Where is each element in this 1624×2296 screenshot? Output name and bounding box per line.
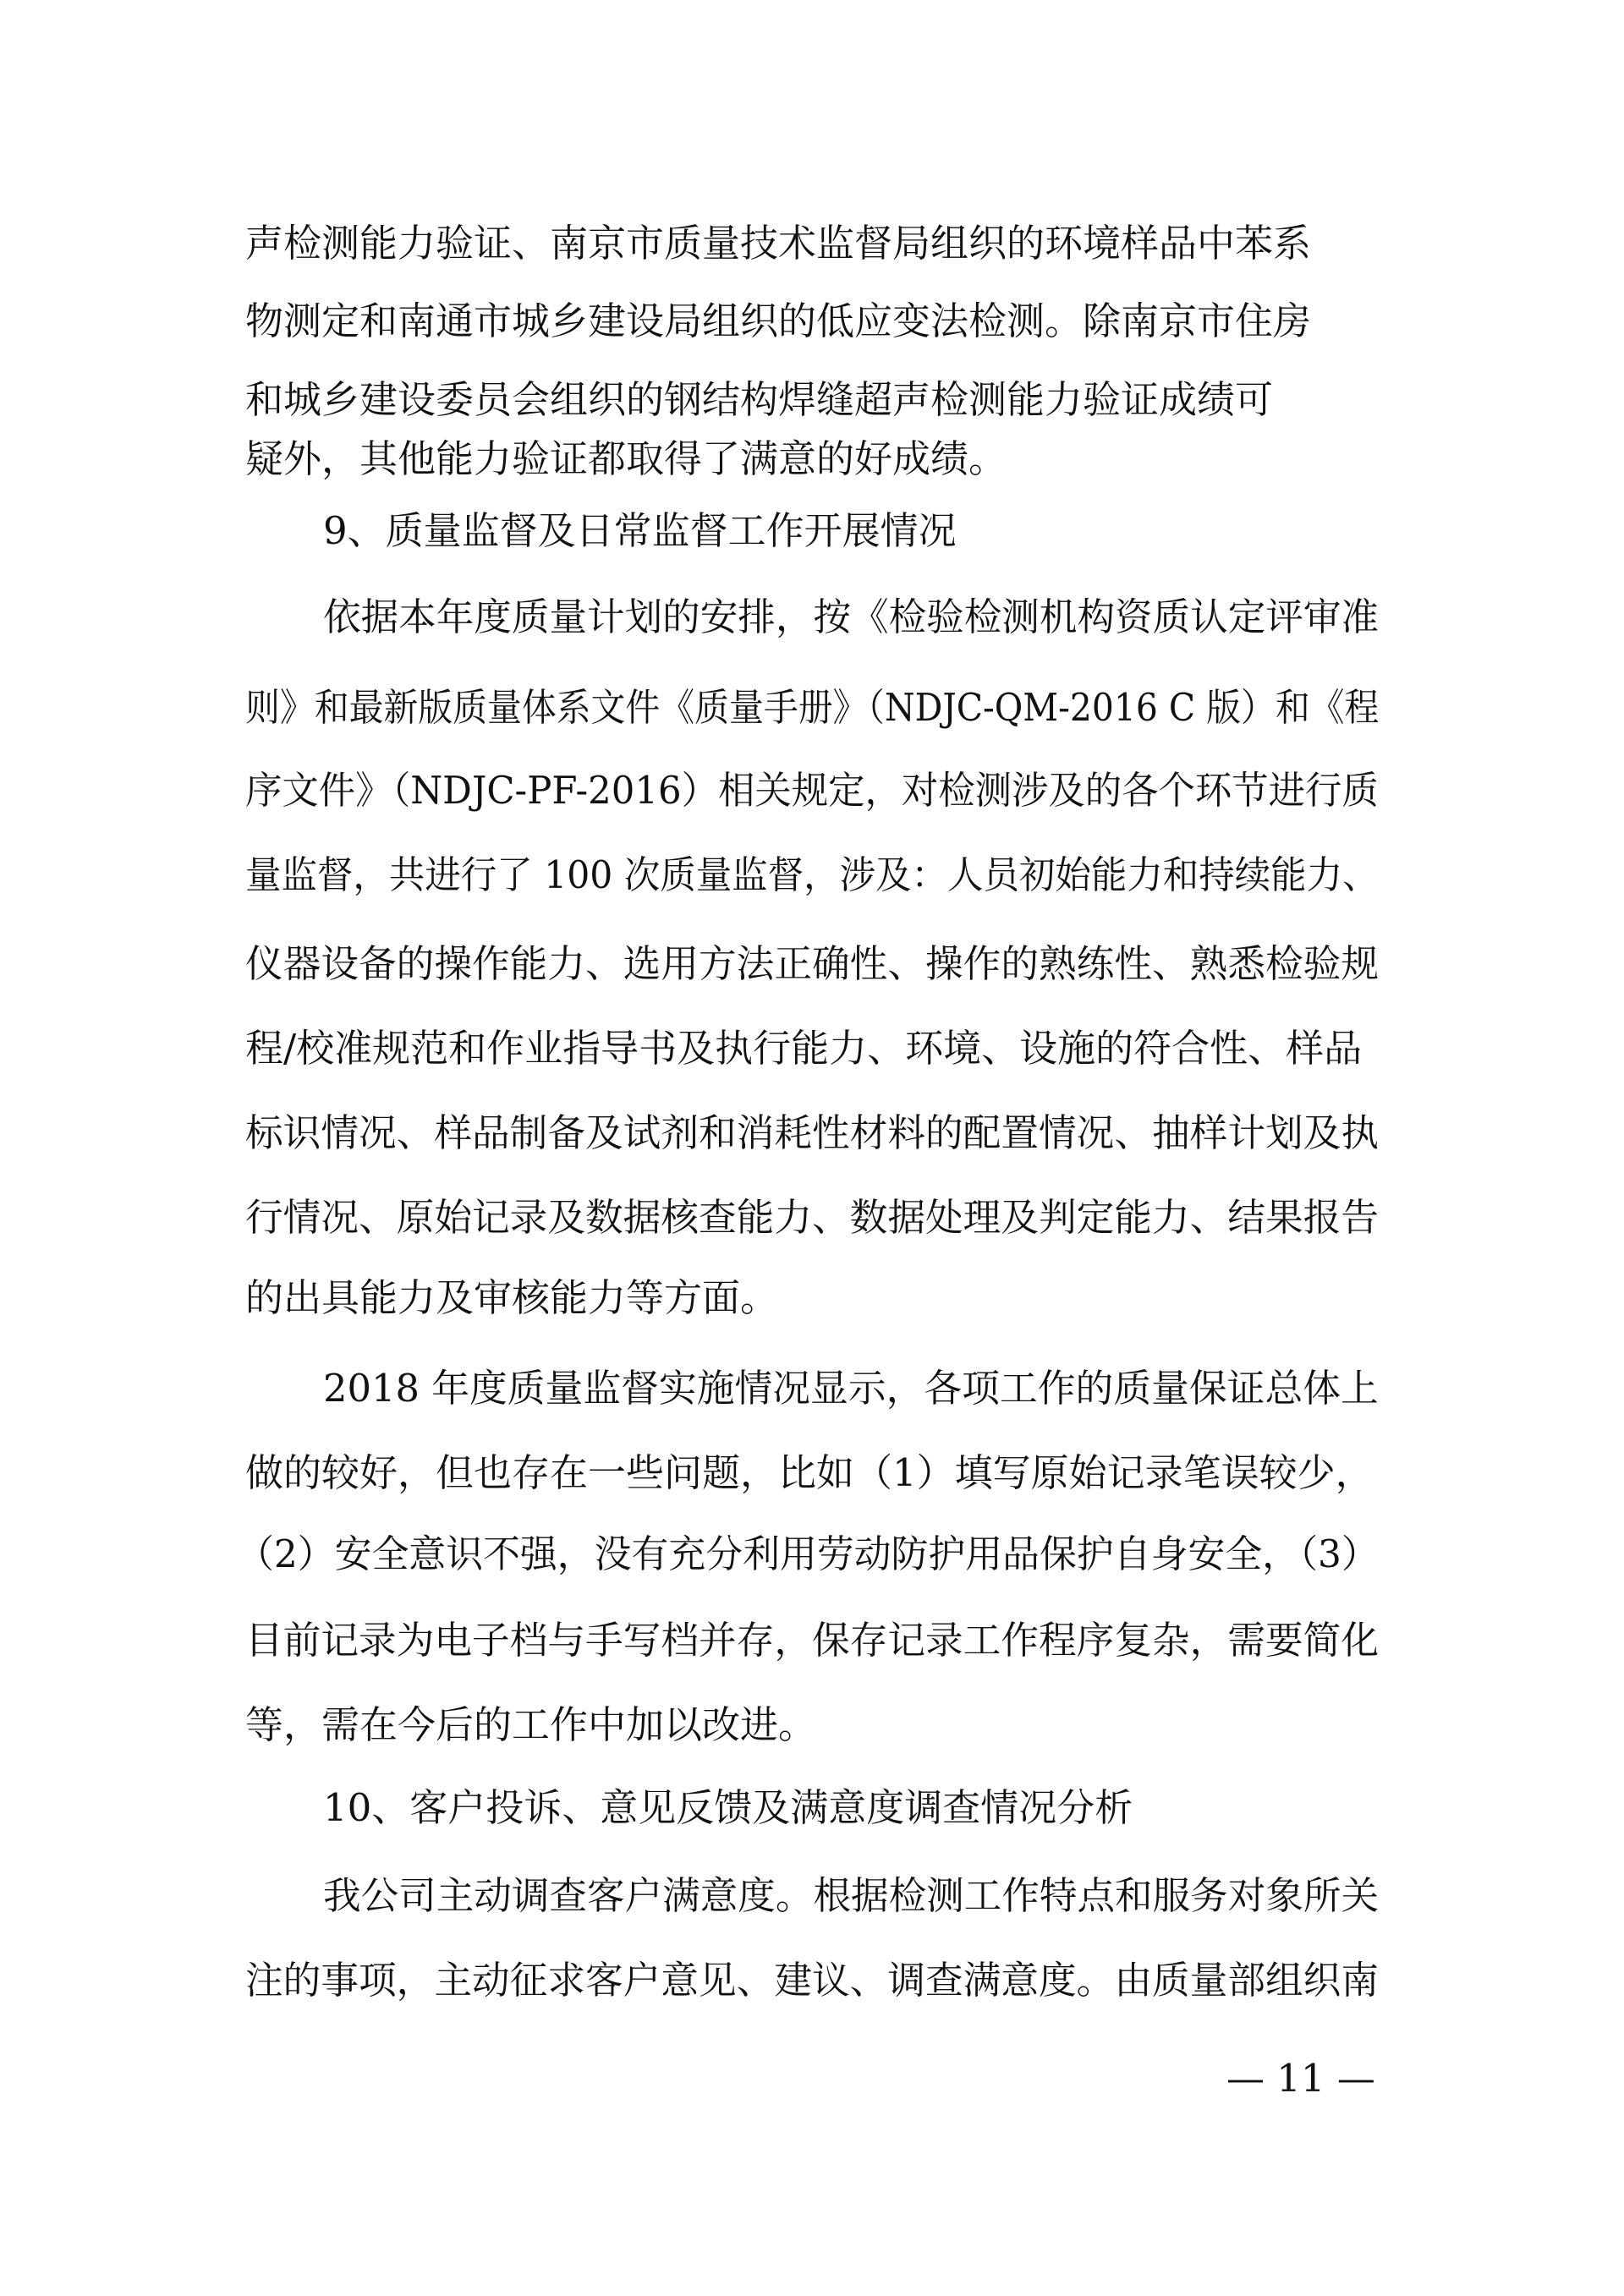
- text-line: 疑外，其他能力验证都取得了满意的好成绩。: [245, 436, 1007, 481]
- text-line: （2）安全意识不强，没有充分利用劳动防护用品保护自身安全，（3）: [237, 1532, 1379, 1576]
- text-line: 量监督，共进行了 100 次质量监督，涉及：人员初始能力和持续能力、: [245, 852, 1379, 897]
- text-line: 序文件》（NDJC-PF-2016）相关规定，对检测涉及的各个环节进行质: [245, 768, 1379, 813]
- text-line: 程/校准规范和作业指导书及执行能力、环境、设施的符合性、样品: [245, 1026, 1363, 1071]
- text-line: 的出具能力及审核能力等方面。: [245, 1275, 779, 1320]
- page-number: — 11 —: [1226, 2056, 1375, 2101]
- text-line: 和城乡建设委员会组织的钢结构焊缝超声检测能力验证成绩可: [245, 377, 1274, 422]
- text-line: 注的事项，主动征求客户意见、建议、调查满意度。由质量部组织南: [245, 1958, 1380, 2003]
- section-heading-9: 9、质量监督及日常监督工作开展情况: [323, 508, 957, 553]
- text-line: 目前记录为电子档与手写档并存，保存记录工作程序复杂，需要简化: [245, 1618, 1380, 1663]
- text-line: 我公司主动调查客户满意度。根据检测工作特点和服务对象所关: [323, 1873, 1380, 1918]
- text-line: 物测定和南通市城乡建设局组织的低应变法检测。除南京市住房: [245, 299, 1312, 343]
- text-line: 做的较好，但也存在一些问题，比如（1）填写原始记录笔误较少，: [245, 1450, 1374, 1495]
- section-heading-10: 10、客户投诉、意见反馈及满意度调查情况分析: [323, 1785, 1133, 1830]
- text-line: 则》和最新版质量体系文件《质量手册》（NDJC-QM-2016 C 版）和《程: [245, 685, 1380, 730]
- text-line: 仪器设备的操作能力、选用方法正确性、操作的熟练性、熟悉检验规: [245, 941, 1380, 986]
- text-line: 等，需在今后的工作中加以改进。: [245, 1702, 817, 1747]
- text-line: 2018 年度质量监督实施情况显示，各项工作的质量保证总体上: [323, 1366, 1379, 1411]
- text-line: 行情况、原始记录及数据核查能力、数据处理及判定能力、结果报告: [245, 1195, 1380, 1240]
- text-line: 声检测能力验证、南京市质量技术监督局组织的环境样品中苯系: [245, 221, 1312, 266]
- text-line: 依据本年度质量计划的安排，按《检验检测机构资质认定评审准: [323, 595, 1380, 639]
- text-line: 标识情况、样品制备及试剂和消耗性材料的配置情况、抽样计划及执: [245, 1110, 1380, 1155]
